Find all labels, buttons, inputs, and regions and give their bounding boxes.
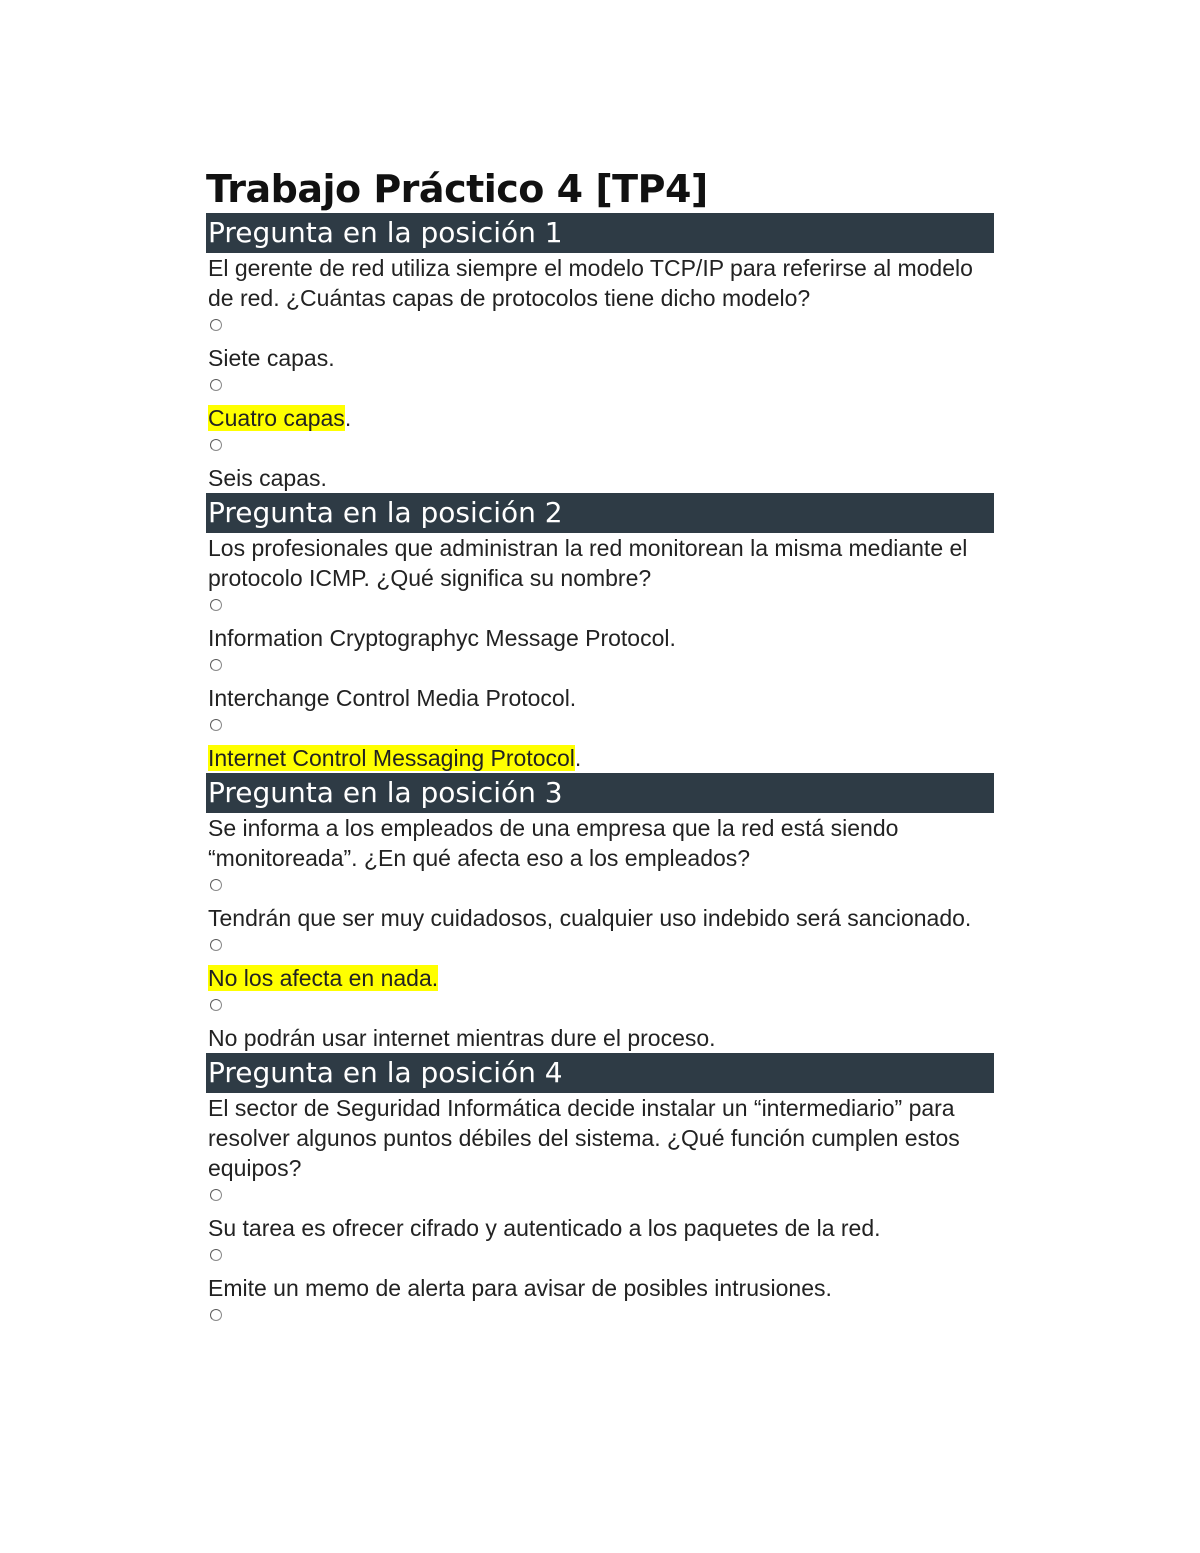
radio-button-icon[interactable] bbox=[210, 319, 222, 331]
option-text: Interchange Control Media Protocol. bbox=[208, 685, 577, 711]
question-3 bbox=[206, 773, 994, 1053]
option-text: Emite un memo de alerta para avisar de posibles intrusiones. bbox=[208, 1275, 832, 1301]
option-text-correct bbox=[206, 403, 994, 433]
radio-button-icon[interactable] bbox=[210, 1249, 222, 1261]
option-text: Information Cryptographyc Message Protocol. bbox=[208, 625, 676, 651]
option-text-correct bbox=[206, 743, 994, 773]
question-text: Se informa a los empleados de una empresa que la red está siendo “monitoreada”. ¿En qué afecta eso a los empleados? bbox=[208, 815, 899, 871]
radio-button-icon[interactable] bbox=[210, 659, 222, 671]
radio-button-icon[interactable] bbox=[210, 879, 222, 891]
question-header: Pregunta en la posición 3 bbox=[206, 773, 994, 813]
question-1 bbox=[206, 213, 994, 493]
question-4 bbox=[206, 1053, 994, 1333]
option-highlighted-text: Internet Control Messaging Protocol bbox=[208, 745, 575, 771]
radio-button-icon[interactable] bbox=[210, 999, 222, 1011]
radio-button-icon[interactable] bbox=[210, 939, 222, 951]
radio-button-icon[interactable] bbox=[210, 719, 222, 731]
option-text-correct bbox=[206, 963, 994, 993]
option-highlighted-text: Cuatro capas bbox=[208, 405, 345, 431]
document-page bbox=[206, 165, 994, 1333]
radio-button-icon[interactable] bbox=[210, 439, 222, 451]
radio-button-icon[interactable] bbox=[210, 1309, 222, 1321]
option-text: Tendrán que ser muy cuidadosos, cualquier uso indebido será sancionado. bbox=[208, 905, 972, 931]
option-highlighted-text: No los afecta en nada. bbox=[208, 965, 439, 991]
option-text-suffix: . bbox=[574, 745, 582, 771]
question-header: Pregunta en la posición 4 bbox=[206, 1053, 994, 1093]
page-title: Trabajo Práctico 4 [TP4] bbox=[206, 167, 708, 211]
option-text: Seis capas. bbox=[208, 465, 327, 491]
question-header: Pregunta en la posición 1 bbox=[206, 213, 994, 253]
question-header: Pregunta en la posición 2 bbox=[206, 493, 994, 533]
question-text: El sector de Seguridad Informática decide instalar un “intermediario” para resolver algunos puntos débiles del sistema. ¿Qué función cumplen estos equipos? bbox=[208, 1095, 960, 1181]
radio-button-icon[interactable] bbox=[210, 599, 222, 611]
radio-button-icon[interactable] bbox=[210, 379, 222, 391]
question-2 bbox=[206, 493, 994, 773]
option-text: No podrán usar internet mientras dure el proceso. bbox=[208, 1025, 716, 1051]
radio-button-icon[interactable] bbox=[210, 1189, 222, 1201]
question-text: Los profesionales que administran la red monitorean la misma mediante el protocolo ICMP. ¿Qué significa su nombre? bbox=[208, 535, 968, 591]
option-text-suffix: . bbox=[344, 405, 352, 431]
question-text: El gerente de red utiliza siempre el modelo TCP/IP para referirse al modelo de red. ¿Cuántas capas de protocolos tiene dicho modelo? bbox=[208, 255, 973, 311]
option-text: Siete capas. bbox=[208, 345, 335, 371]
option-text: Su tarea es ofrecer cifrado y autenticado a los paquetes de la red. bbox=[208, 1215, 881, 1241]
